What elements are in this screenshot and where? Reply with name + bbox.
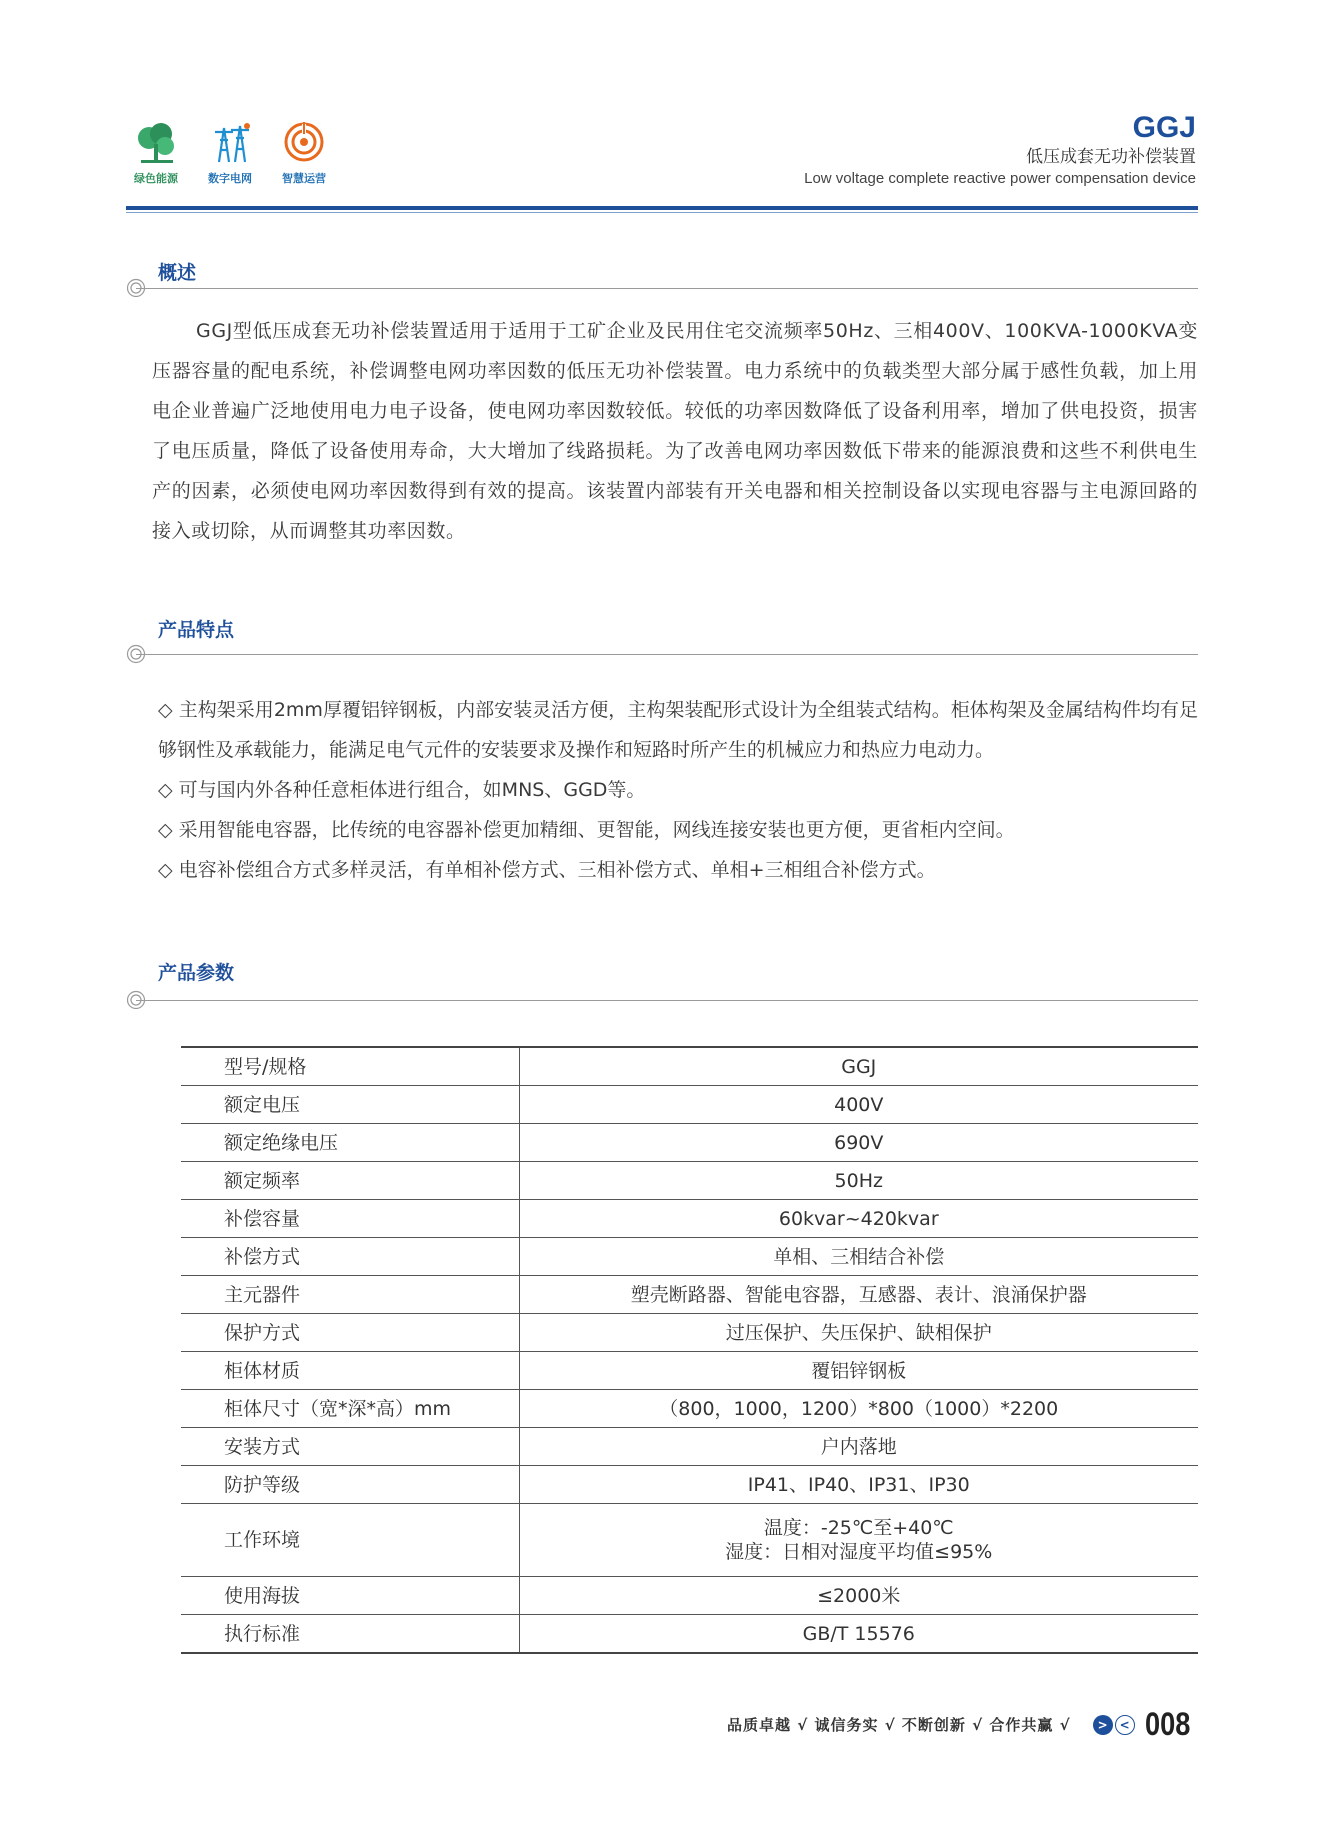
product-name-en: Low voltage complete reactive power compensation device [804,170,1196,187]
list-item: ◇ 可与国内外各种任意柜体进行组合，如MNS、GGD等。 [158,779,646,801]
section-title-overview: 概述 [158,262,197,284]
overview-paragraph [152,311,1198,551]
diamond-bullet-icon: ◇ [158,819,173,841]
table-row: 保护方式 过压保护、失压保护、缺相保护 [181,1314,1198,1352]
footer-slogan: 品质卓越 √ 诚信务实 √ 不断创新 √ 合作共赢 √ [727,1716,1071,1734]
page-number: 008 [1144,1706,1190,1742]
logo-smart-ops [274,120,334,186]
table-row: 使用海拔 ≤2000米 [181,1577,1198,1615]
logo-label: 数字电网 [208,172,252,185]
section-title-parameters: 产品参数 [158,962,235,984]
header-divider-thin [126,212,1198,213]
table-row: 型号/规格 GGJ [181,1047,1198,1086]
table-row: 补偿方式 单相、三相结合补偿 [181,1238,1198,1276]
power-tower-icon [207,120,253,166]
table-row: 工作环境 温度：-25℃至+40℃ 湿度：日相对湿度平均值≤95% [181,1504,1198,1577]
logo-label: 绿色能源 [134,172,178,185]
page-nav [1093,1715,1135,1735]
section-divider [136,1000,1198,1001]
table-row: 柜体材质 覆铝锌钢板 [181,1352,1198,1390]
diamond-bullet-icon: ◇ [158,699,173,721]
section-divider [136,288,1198,289]
feature-list [158,690,1198,890]
table-row: 防护等级 IP41、IP40、IP31、IP30 [181,1466,1198,1504]
table-row: 安装方式 户内落地 [181,1428,1198,1466]
table-row: 补偿容量 60kvar~420kvar [181,1200,1198,1238]
list-item: ◇ 电容补偿组合方式多样灵活，有单相补偿方式、三相补偿方式、单相+三相组合补偿方式。 [158,859,936,881]
list-item: ◇ 采用智能电容器，比传统的电容器补偿更加精细、更智能，网线连接安装也更方便，更省柜内空间。 [158,819,1015,841]
next-page-icon[interactable]: > [1093,1715,1113,1735]
page-footer [727,1706,1198,1743]
logo-digital-grid [200,120,260,186]
table-row: 额定频率 50Hz [181,1162,1198,1200]
table-row: 执行标准 GB/T 15576 [181,1615,1198,1654]
page-header [126,108,1196,218]
section-divider [136,654,1198,655]
prev-page-icon[interactable]: < [1115,1715,1135,1735]
diamond-bullet-icon: ◇ [158,779,173,801]
section-title-features: 产品特点 [158,619,235,641]
header-divider [126,206,1198,210]
tree-icon [133,120,179,166]
table-row: 额定绝缘电压 690V [181,1124,1198,1162]
table-row: 柜体尺寸（宽*深*高）mm （800，1000，1200）*800（1000）*2200 [181,1390,1198,1428]
parameter-table [181,1046,1198,1654]
product-name-cn: 低压成套无功补偿装置 [1026,147,1196,167]
product-title-block [804,112,1196,189]
product-code: GGJ [1132,111,1196,144]
overview-text: GGJ型低压成套无功补偿装置适用于适用于工矿企业及民用住宅交流频率50Hz、三相400V、100KVA-1000KVA变压器容量的配电系统，补偿调整电网功率因数的低压无功补偿装置。电力系统中的负载类型大部分属于感性负载，加上用电企业普遍广泛地使用电力电子设备，使电网功率因数较低。较低的功率因数降低了设备利用率，增加了供电投资，损害了电压质量，降低了设备使用寿命，大大增加了线路损耗。为了改善电网功率因数低下带来的能源浪费和这些不利供电生产的因素，必须使电网功率因数得到有效的提高。该装置内部装有开关电器和相关控制设备以实现电容器与主电源回路的接入或切除，从而调整其功率因数。 [152,320,1198,542]
diamond-bullet-icon: ◇ [158,859,173,881]
table-row: 额定电压 400V [181,1086,1198,1124]
logo-green-energy [126,120,186,186]
signal-icon [281,120,327,166]
list-item: ◇ 主构架采用2mm厚覆铝锌钢板，内部安装灵活方便，主构架装配形式设计为全组装式结构。柜体构架及金属结构件均有足够钢性及承载能力，能满足电气元件的安装要求及操作和短路时所产生的机械应力和热应力电动力。 [158,699,1198,761]
table-row: 主元器件 塑壳断路器、智能电容器，互感器、表计、浪涌保护器 [181,1276,1198,1314]
logo-group [126,120,334,186]
logo-label: 智慧运营 [282,172,326,185]
